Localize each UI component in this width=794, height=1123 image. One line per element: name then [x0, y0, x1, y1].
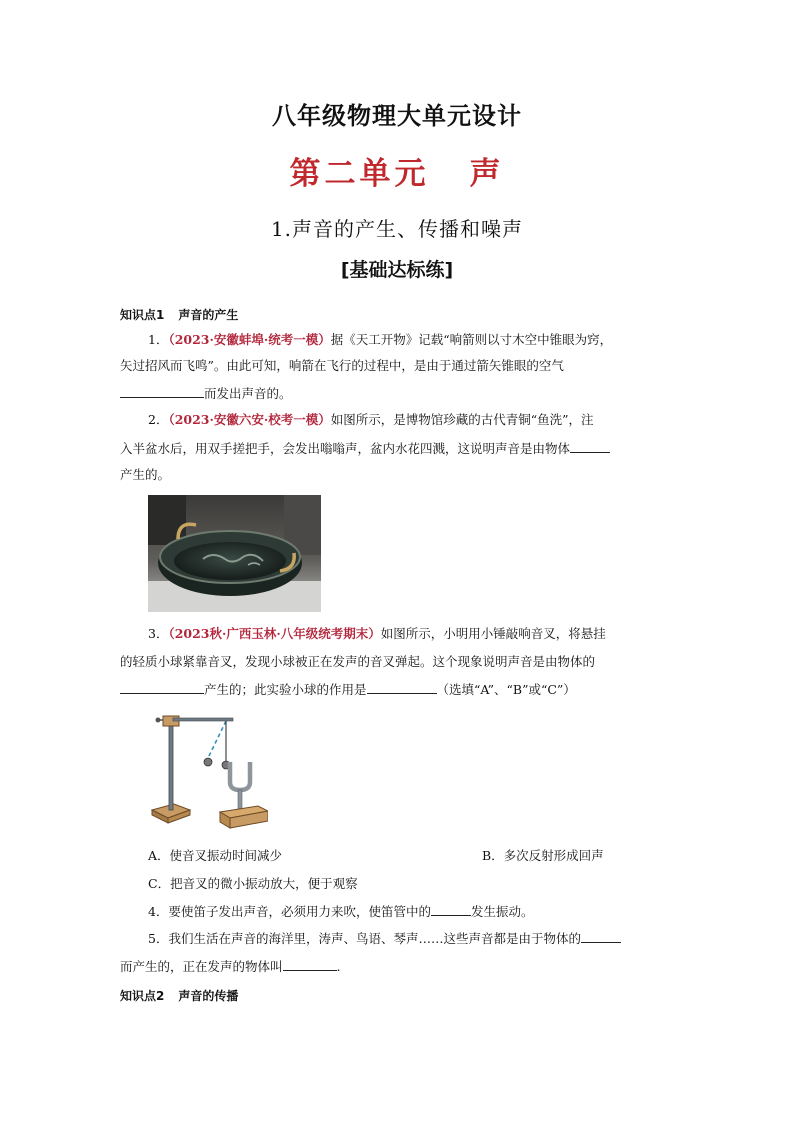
q5-blank-2[interactable]	[283, 958, 337, 971]
q4-line	[148, 903, 703, 920]
q5-text3: .	[336, 959, 341, 974]
q5-blank-1[interactable]	[581, 930, 621, 943]
q3-text1: 如图所示，小明用小锤敲响音叉，将悬挂	[380, 626, 606, 641]
q3-option-a: A．使音叉振动时间减少	[148, 848, 283, 863]
knowledge-point-2	[120, 987, 238, 1004]
q3-number: 3．	[148, 626, 169, 641]
knowledge-point-1	[120, 306, 238, 323]
q2-line2	[120, 440, 675, 457]
q4-text1: 要使笛子发出声音，必须用力来吹，使笛管中的	[168, 904, 431, 919]
q3-line2: 的轻质小球紧靠音叉，发现小球被正在发声的音叉弹起。这个现象说明声音是由物体的	[120, 654, 596, 669]
q1-text3: 而发出声音的。	[204, 386, 292, 401]
q1-line3	[120, 385, 675, 402]
q1-blank[interactable]	[120, 385, 204, 398]
document-title: 八年级物理大单元设计	[272, 102, 522, 130]
q2-line1	[148, 412, 703, 428]
q3-option-c: C．把音叉的微小振动放大，便于观察	[148, 876, 358, 891]
q1-number: 1．	[148, 332, 169, 347]
lesson-title: 1.声音的产生、传播和噪声	[270, 217, 524, 241]
tuning-fork-apparatus-figure	[146, 706, 268, 834]
q2-blank[interactable]	[570, 440, 610, 453]
q2-number: 2．	[148, 412, 169, 427]
unit-number: 第二单元	[289, 156, 430, 192]
q5-line1	[148, 930, 703, 947]
q3-blank-1[interactable]	[120, 681, 204, 694]
q3-line1	[148, 626, 703, 642]
q1-text1: 据《天工开物》记载“响箭则以寸木空中锥眼为窍，	[330, 332, 613, 347]
q3-source: （2023秋·广西玉林·八年级统考期末）	[168, 626, 381, 641]
q4-number: 4．	[148, 904, 169, 919]
kp-title: 声音的传播	[178, 989, 239, 1003]
q4-blank[interactable]	[431, 903, 471, 916]
q3-option-b: B．多次反射形成回声	[482, 848, 604, 863]
kp-title: 声音的产生	[178, 308, 239, 322]
q3-blank-2[interactable]	[367, 681, 437, 694]
bronze-basin-photo	[148, 495, 321, 612]
q5-text2: 而产生的，正在发声的物体叫	[120, 959, 283, 974]
q1-source: （2023·安徽蚌埠·统考一模）	[168, 332, 331, 347]
section-title: [基础达标练]	[340, 259, 454, 281]
q5-line2	[120, 958, 675, 975]
q1-line2: 矢过招风而飞鸣”。由此可知，响箭在飞行的过程中，是由于通过箭矢锥眼的空气	[120, 358, 564, 373]
q3-text3a: 产生的；此实验小球的作用是	[204, 682, 367, 697]
q5-number: 5．	[148, 931, 169, 946]
q4-text2: 发生振动。	[470, 904, 534, 919]
q2-line3: 产生的。	[120, 467, 171, 482]
q2-source: （2023·安徽六安·校考一模）	[168, 412, 331, 427]
q2-text1: 如图所示，是博物馆珍藏的古代青铜“鱼洗”，注	[330, 412, 594, 427]
unit-name: 声	[469, 156, 505, 192]
kp-label: 知识点1	[120, 308, 165, 322]
q5-text1: 我们生活在声音的海洋里，涛声、鸟语、琴声……这些声音都是由于物体的	[168, 931, 581, 946]
q3-text3b: （选填“A”、“B”或“C”）	[436, 682, 576, 697]
unit-title	[0, 148, 794, 193]
kp-label: 知识点2	[120, 989, 165, 1003]
q3-line3	[120, 681, 675, 698]
q2-text2: 入半盆水后，用双手搓把手，会发出嗡嗡声，盆内水花四溅，这说明声音是由物体	[120, 441, 571, 456]
q1-line1	[148, 332, 703, 348]
